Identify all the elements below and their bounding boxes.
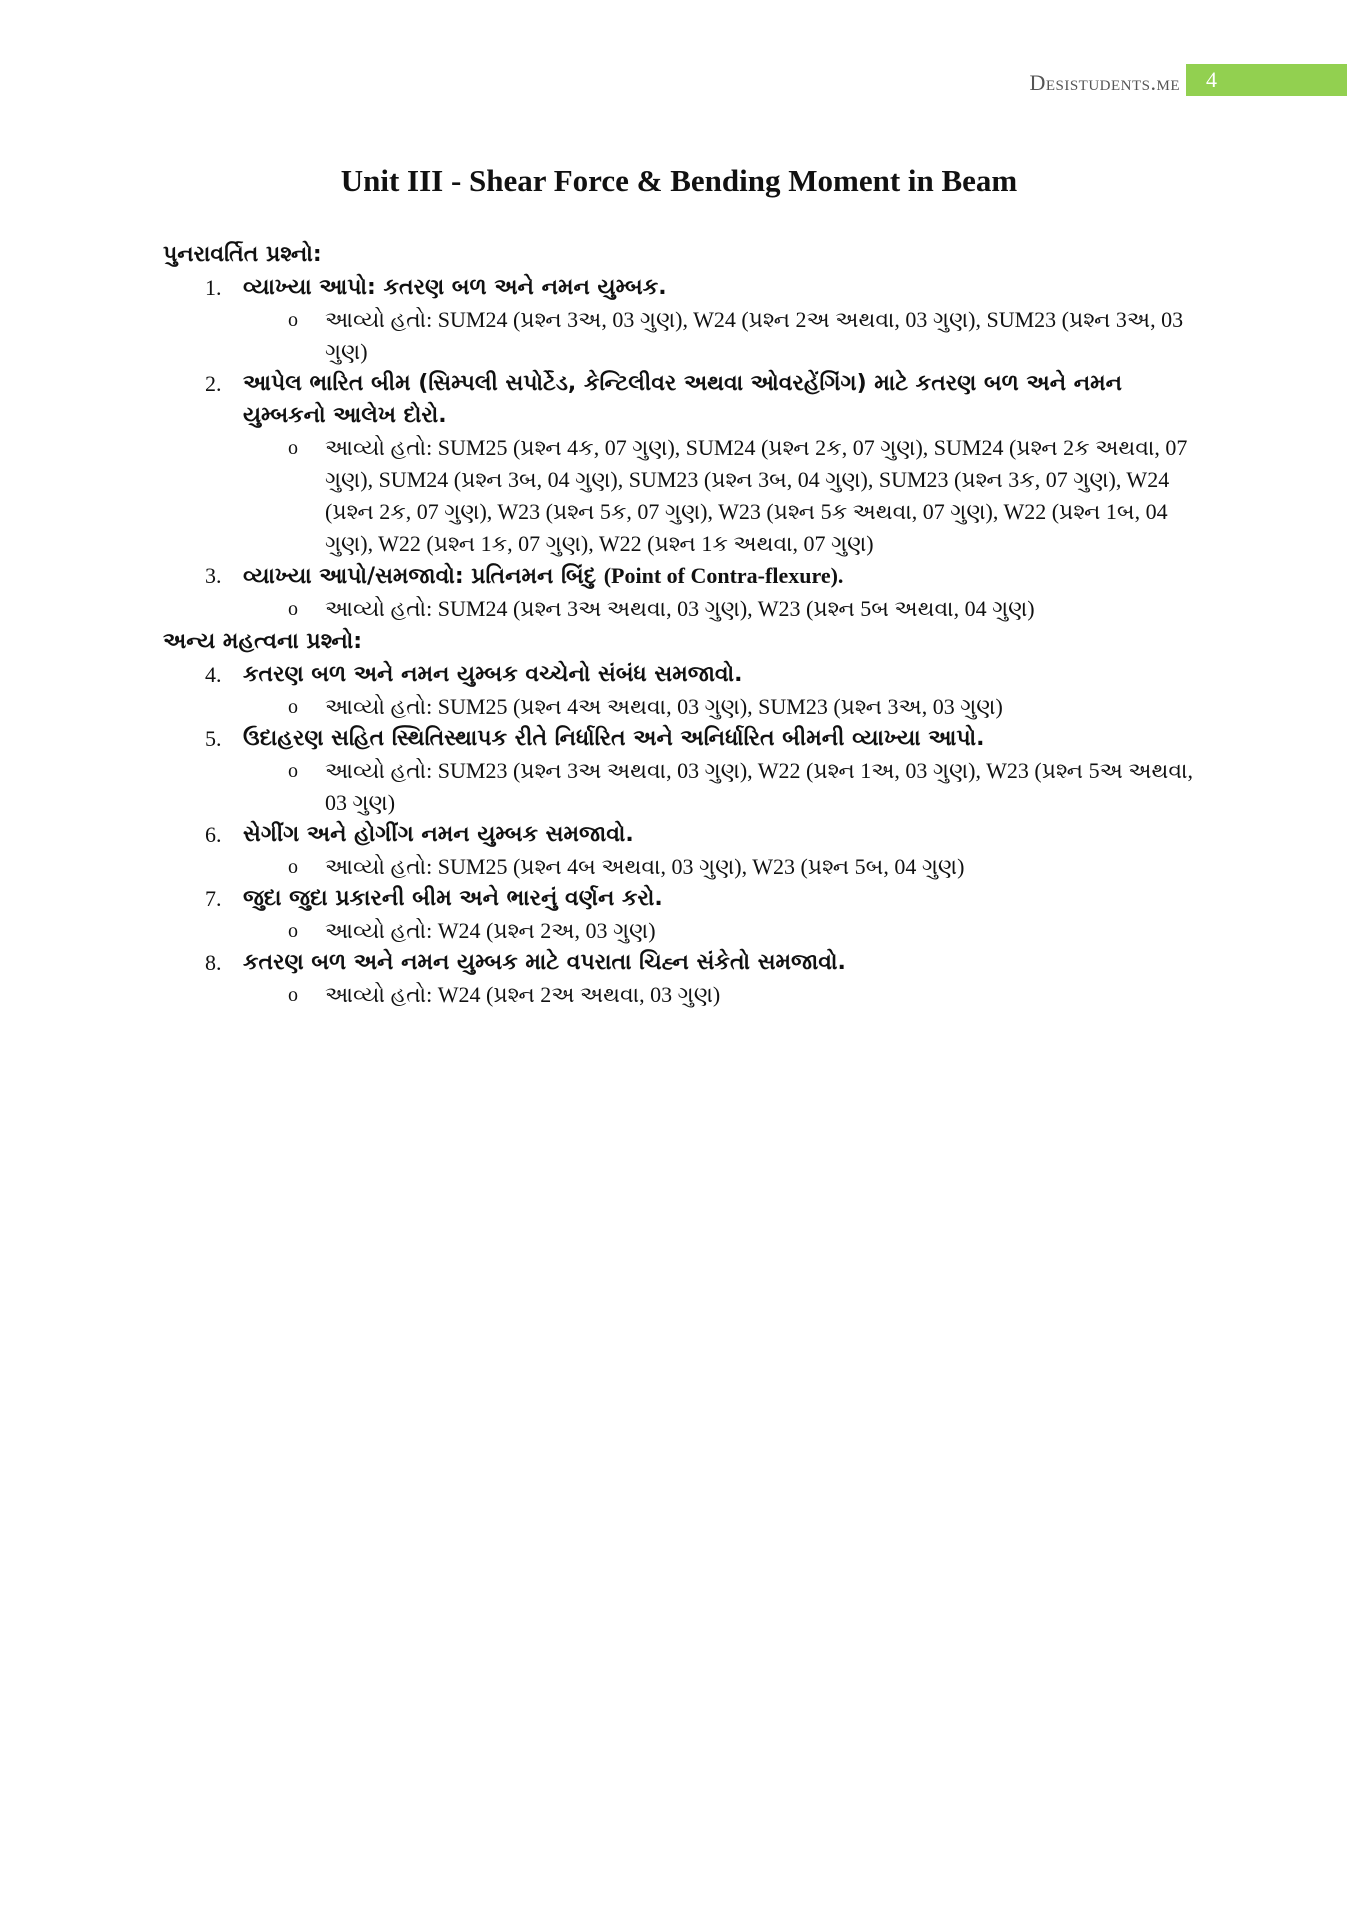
question-text: કતરણ બળ અને નમન યુમ્બક વચ્ચેનો સંબંધ સમજાવો. [243, 662, 743, 687]
asked-in-text: આવ્યો હતો: SUM25 (પ્રશ્ન 4બ અથવા, 03 ગુણ), W23 (પ્રશ્ન 5બ, 04 ગુણ) [325, 854, 965, 879]
question-text: જુદા જુદા પ્રકારની બીમ અને ભારનું વર્ણન કરો. [243, 886, 663, 911]
asked-in-item [163, 755, 1203, 819]
bullet-icon: o [288, 437, 298, 459]
question-text: વ્યાખ્યા આપો/સમજાવો: પ્રતિનમન બિંદુ [243, 564, 597, 589]
page-number: 4 [1186, 64, 1347, 96]
asked-in-text: આવ્યો હતો: SUM24 (પ્રશ્ન 3અ, 03 ગુણ), W24 (પ્રશ્ન 2અ અથવા, 03 ગુણ), SUM23 (પ્રશ્ન 3અ, 03 ગુણ) [325, 307, 1184, 364]
bullet-icon: o [288, 696, 298, 718]
question-item [163, 272, 1203, 304]
asked-in-item [163, 593, 1203, 625]
asked-in-text: આવ્યો હતો: SUM23 (પ્રશ્ન 3અ અથવા, 03 ગુણ), W22 (પ્રશ્ન 1અ, 03 ગુણ), W23 (પ્રશ્ન 5અ અથવા, 03 ગુણ) [325, 758, 1193, 815]
asked-in-item [163, 915, 1203, 947]
bullet-icon: o [288, 760, 298, 782]
asked-in-item [163, 979, 1203, 1011]
bullet-icon: o [288, 309, 298, 331]
question-text: કતરણ બળ અને નમન યુમ્બક માટે વપરાતા ચિહ્ન સંકેતો સમજાવો. [243, 950, 846, 975]
site-name: Desistudents.me [1029, 70, 1180, 95]
question-number: 7. [205, 886, 222, 911]
asked-in-text: આવ્યો હતો: W24 (પ્રશ્ન 2અ અથવા, 03 ગુણ) [325, 982, 721, 1007]
page-title: Unit III - Shear Force & Bending Moment in Beam [340, 163, 1018, 198]
question-item [163, 947, 1203, 979]
bullet-icon: o [288, 984, 298, 1006]
section-heading-repeated: પુનરાવર્તિત પ્રશ્નો: [163, 242, 322, 267]
asked-in-item [163, 304, 1203, 368]
question-number: 5. [205, 726, 222, 751]
question-item [163, 368, 1203, 432]
question-number: 6. [205, 822, 222, 847]
question-item [163, 883, 1203, 915]
bullet-icon: o [288, 598, 298, 620]
question-text: આપેલ ભારિત બીમ (સિમ્પલી સપોર્ટેડ, કેન્ટિલીવર અથવા ઓવરહેંગિંગ) માટે કતરણ બળ અને નમન યુમ્બકનો આલેખ દોરો. [243, 371, 1123, 428]
asked-in-text: આવ્યો હતો: W24 (પ્રશ્ન 2અ, 03 ગુણ) [325, 918, 656, 943]
question-item [163, 659, 1203, 691]
question-text: ઉદાહરણ સહિત સ્થિતિસ્થાપક રીતે નિર્ધારિત અને અનિર્ધારિત બીમની વ્યાખ્યા આપો. [243, 726, 985, 751]
question-number: 1. [205, 275, 222, 300]
question-text: વ્યાખ્યા આપો: કતરણ બળ અને નમન યુમ્બક. [243, 275, 667, 300]
document-body [163, 238, 1203, 1011]
section-heading-other: અન્ય મહત્વના પ્રશ્નો: [163, 629, 363, 654]
question-text-english: (Point of Contra-flexure). [603, 563, 844, 588]
asked-in-item [163, 691, 1203, 723]
asked-in-text: આવ્યો હતો: SUM25 (પ્રશ્ન 4ક, 07 ગુણ), SUM24 (પ્રશ્ન 2ક, 07 ગુણ), SUM24 (પ્રશ્ન 2ક અથવા, 07 ગુણ), SUM24 (પ્રશ્ન 3બ, 04 ગુણ), SUM23 (પ્રશ્ન 3બ, 04 ગુણ), SUM23 (પ્રશ્ન 3ક, 07 ગુણ), W24 (પ્રશ્ન 2ક, 07 ગુણ), W23 (પ્રશ્ન 5ક, 07 ગુણ), W23 (પ્રશ્ન 5ક અથવા, 07 ગુણ), W22 (પ્રશ્ન 1બ, 04 ગુણ), W22 (પ્રશ્ન 1ક, 07 ગુણ), W22 (પ્રશ્ન 1ક અથવા, 07 ગુણ) [325, 435, 1188, 556]
question-number: 3. [205, 563, 222, 588]
question-number: 2. [205, 371, 222, 396]
asked-in-item [163, 432, 1203, 560]
asked-in-text: આવ્યો હતો: SUM24 (પ્રશ્ન 3અ અથવા, 03 ગુણ), W23 (પ્રશ્ન 5બ અથવા, 04 ગુણ) [325, 596, 1035, 621]
bullet-icon: o [288, 920, 298, 942]
bullet-icon: o [288, 856, 298, 878]
question-item [163, 819, 1203, 851]
asked-in-text: આવ્યો હતો: SUM25 (પ્રશ્ન 4અ અથવા, 03 ગુણ), SUM23 (પ્રશ્ન 3અ, 03 ગુણ) [325, 694, 1003, 719]
question-number: 4. [205, 662, 222, 687]
question-text: સેગીંગ અને હોગીંગ નમન યુમ્બક સમજાવો. [243, 822, 634, 847]
asked-in-item [163, 851, 1203, 883]
question-item [163, 723, 1203, 755]
question-item [163, 560, 1203, 593]
question-number: 8. [205, 950, 222, 975]
